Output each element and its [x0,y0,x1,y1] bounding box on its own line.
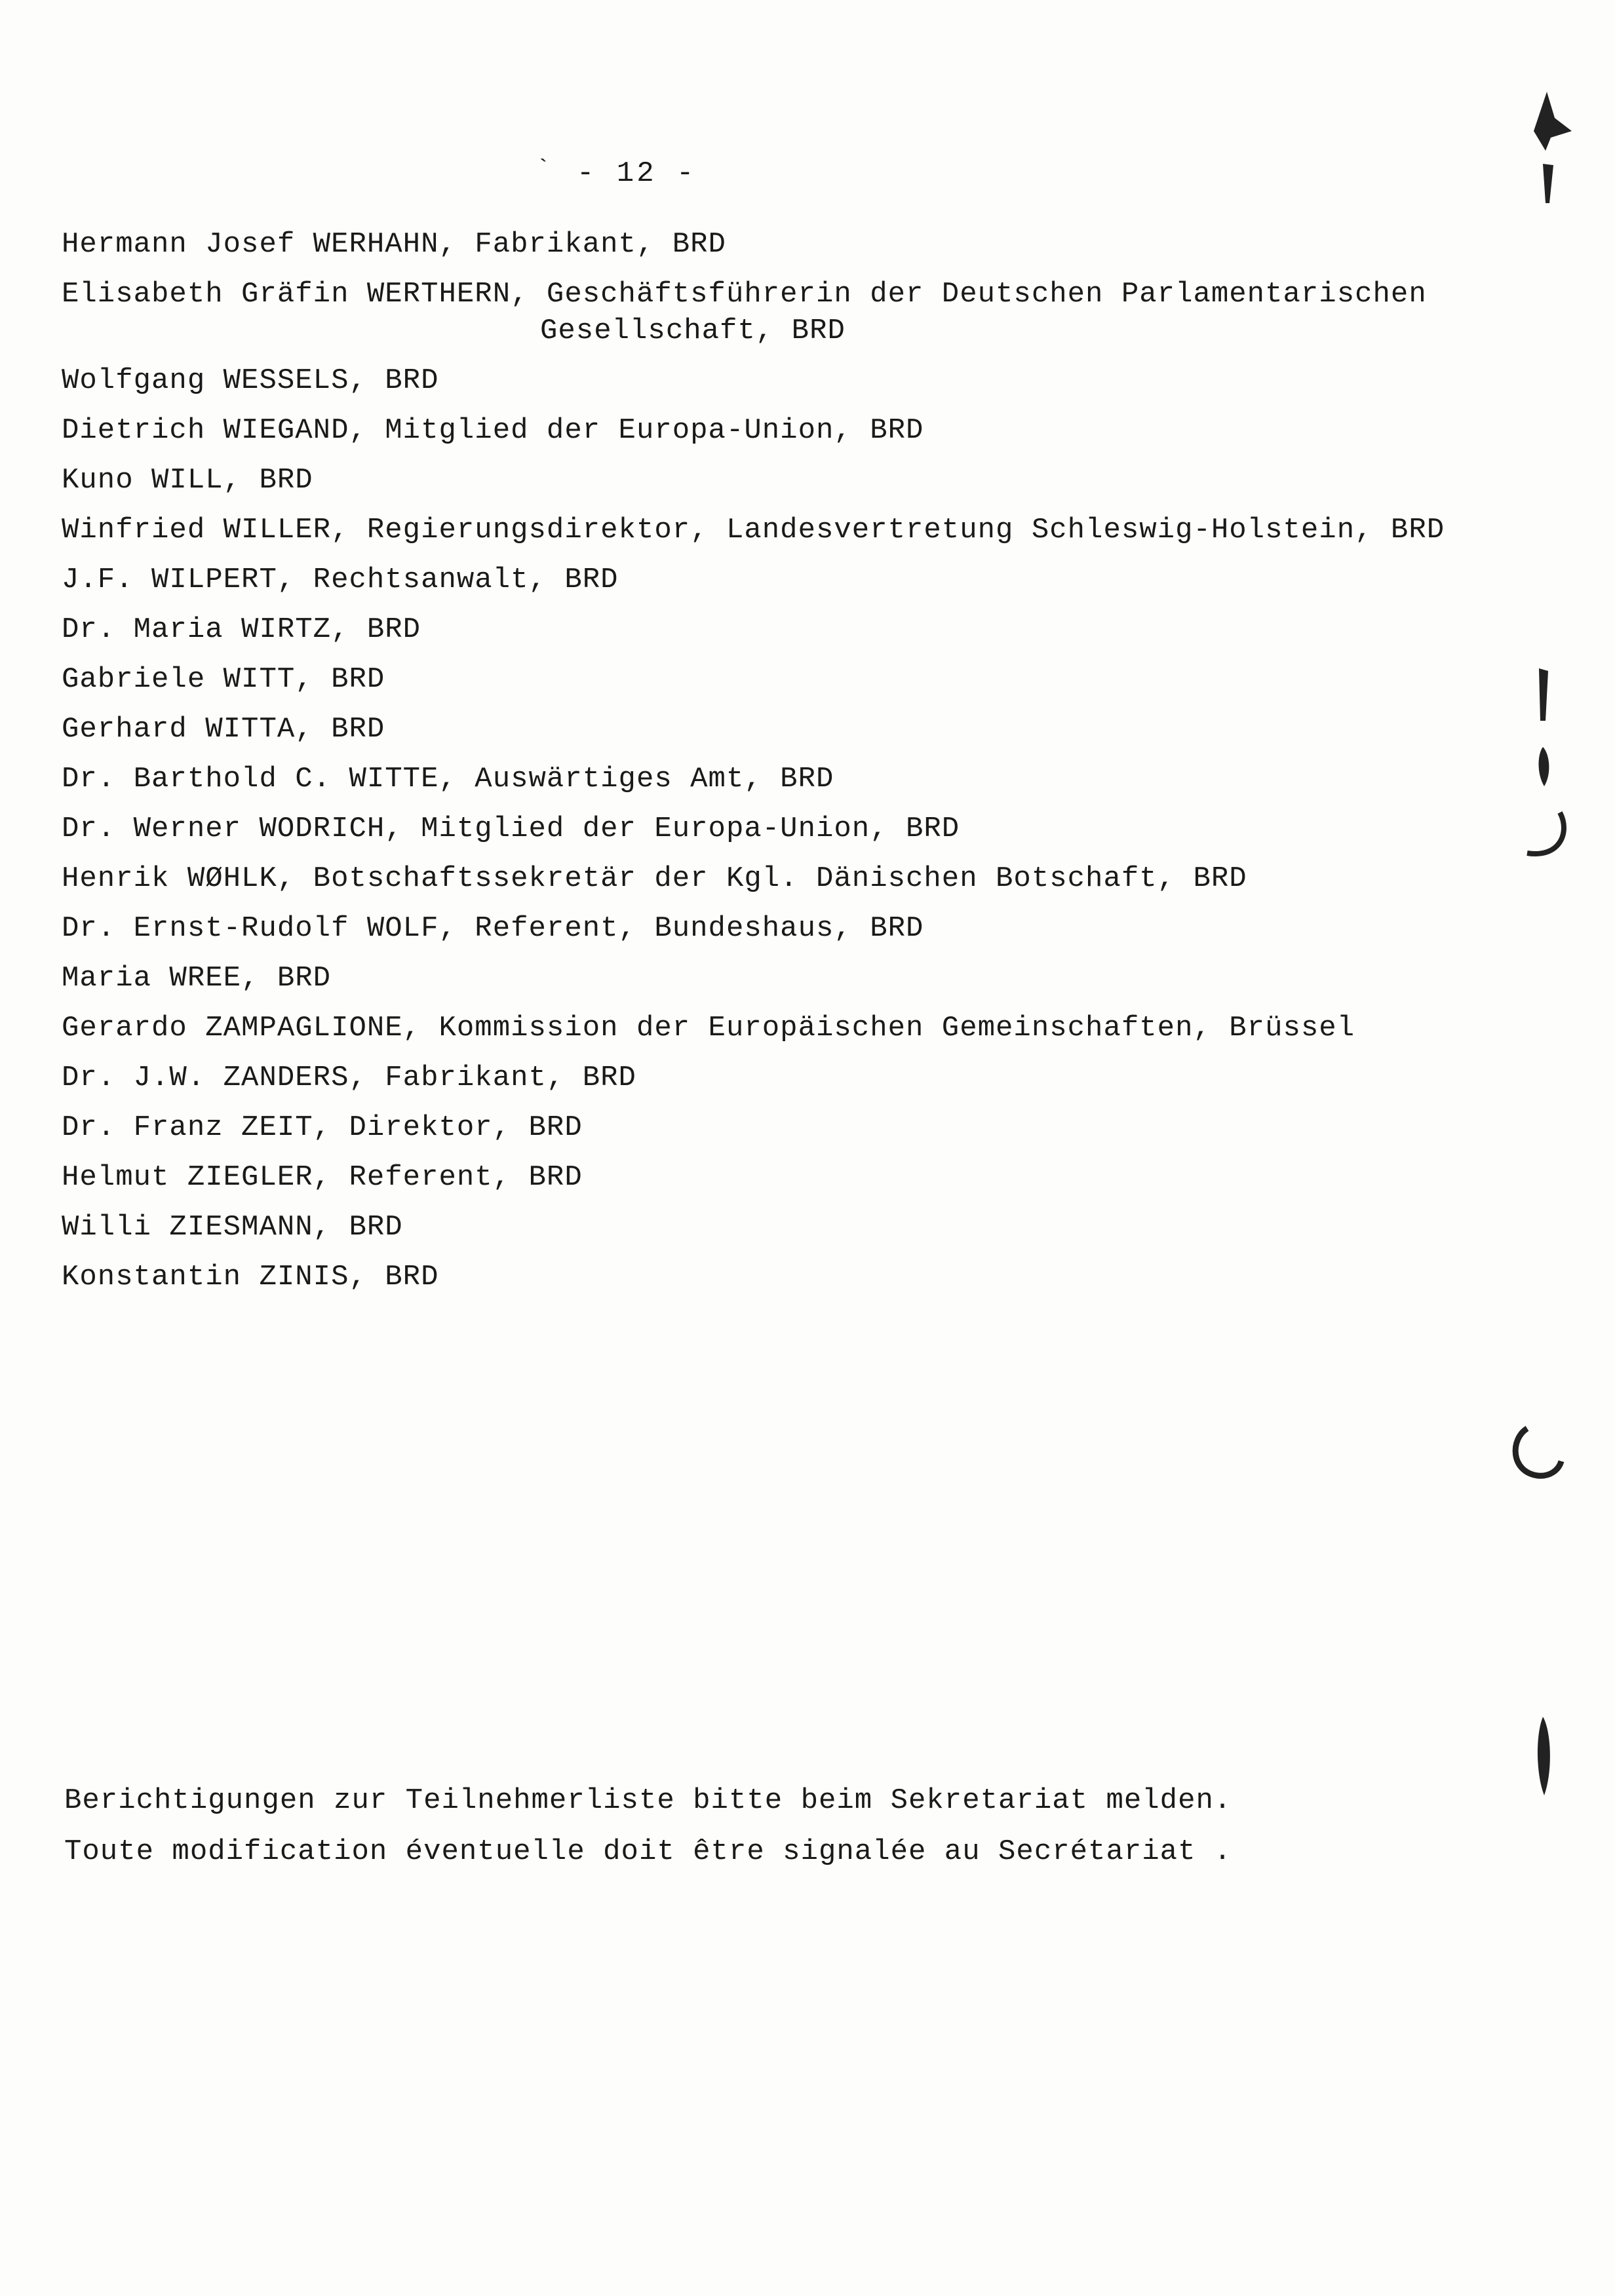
list-item [62,512,1490,548]
list-item [62,1060,1490,1096]
list-item [62,661,1490,698]
scan-artifact-arc-2 [1501,1415,1573,1487]
scan-artifact-top [1508,79,1586,210]
list-item [62,711,1490,748]
footer-note-french: Toute modification éventuelle doit être signalée au Secrétariat . [64,1835,1232,1868]
list-item [62,860,1490,897]
entry-text: Wolfgang WESSELS, BRD [62,364,439,397]
entry-text: Dr. Franz ZEIT, Direktor, BRD [62,1111,583,1144]
page-number: - 12 - [577,157,697,190]
entry-text: Dr. Werner WODRICH, Mitglied der Europa-Union, BRD [62,813,960,845]
entry-text: Dr. Maria WIRTZ, BRD [62,613,421,646]
entry-text: Dr. J.W. ZANDERS, Fabrikant, BRD [62,1062,636,1094]
entry-text: Dr. Barthold C. WITTE, Auswärtiges Amt, BRD [62,763,834,795]
list-item [62,226,1490,263]
footer-notice [64,1782,1441,1885]
list-item [62,1109,1490,1146]
list-item [62,562,1490,598]
list-item [62,1259,1490,1295]
list-item [62,276,1490,349]
list-item [62,1010,1490,1046]
list-item [62,462,1490,499]
scan-artifact-mid [1521,662,1566,793]
list-item [62,362,1490,399]
list-item [62,960,1490,997]
scan-artifact-bottom [1521,1710,1566,1808]
entry-text: Dr. Ernst-Rudolf WOLF, Referent, Bundeshaus, BRD [62,912,924,945]
entry-text: Hermann Josef WERHAHN, Fabrikant, BRD [62,228,726,261]
entry-continuation: Gesellschaft, BRD [540,315,846,347]
participant-list [62,226,1490,1309]
list-item [62,611,1490,648]
entry-text: Henrik WØHLK, Botschaftssekretär der Kgl. Dänischen Botschaft, BRD [62,862,1247,895]
entry-text: Kuno WILL, BRD [62,464,313,497]
entry-text: Helmut ZIEGLER, Referent, BRD [62,1161,583,1194]
footer-note-german: Berichtigungen zur Teilnehmerliste bitte beim Sekretariat melden. [64,1784,1232,1817]
list-item [62,1209,1490,1246]
list-item [62,412,1490,449]
entry-text: J.F. WILPERT, Rechtsanwalt, BRD [62,564,619,596]
entry-text: Elisabeth Gräfin WERTHERN, Geschäftsführerin der Deutschen Parlamentarischen [62,278,1427,311]
list-item [62,1159,1490,1196]
entry-text: Gabriele WITT, BRD [62,663,385,696]
entry-text: Dietrich WIEGAND, Mitglied der Europa-Union, BRD [62,414,924,447]
entry-text: Maria WREE, BRD [62,962,332,995]
list-item [62,761,1490,797]
entry-text: Winfried WILLER, Regierungsdirektor, Landesvertretung Schleswig-Holstein, BRD [62,514,1445,546]
stray-tick-mark: ` [536,156,551,183]
entry-text: Konstantin ZINIS, BRD [62,1261,439,1293]
list-item [62,910,1490,947]
scan-artifact-arc-1 [1514,806,1573,865]
entry-text: Gerardo ZAMPAGLIONE, Kommission der Europäischen Gemeinschaften, Brüssel [62,1012,1355,1044]
entry-text: Gerhard WITTA, BRD [62,713,385,746]
list-item [62,811,1490,847]
entry-text: Willi ZIESMANN, BRD [62,1211,403,1244]
